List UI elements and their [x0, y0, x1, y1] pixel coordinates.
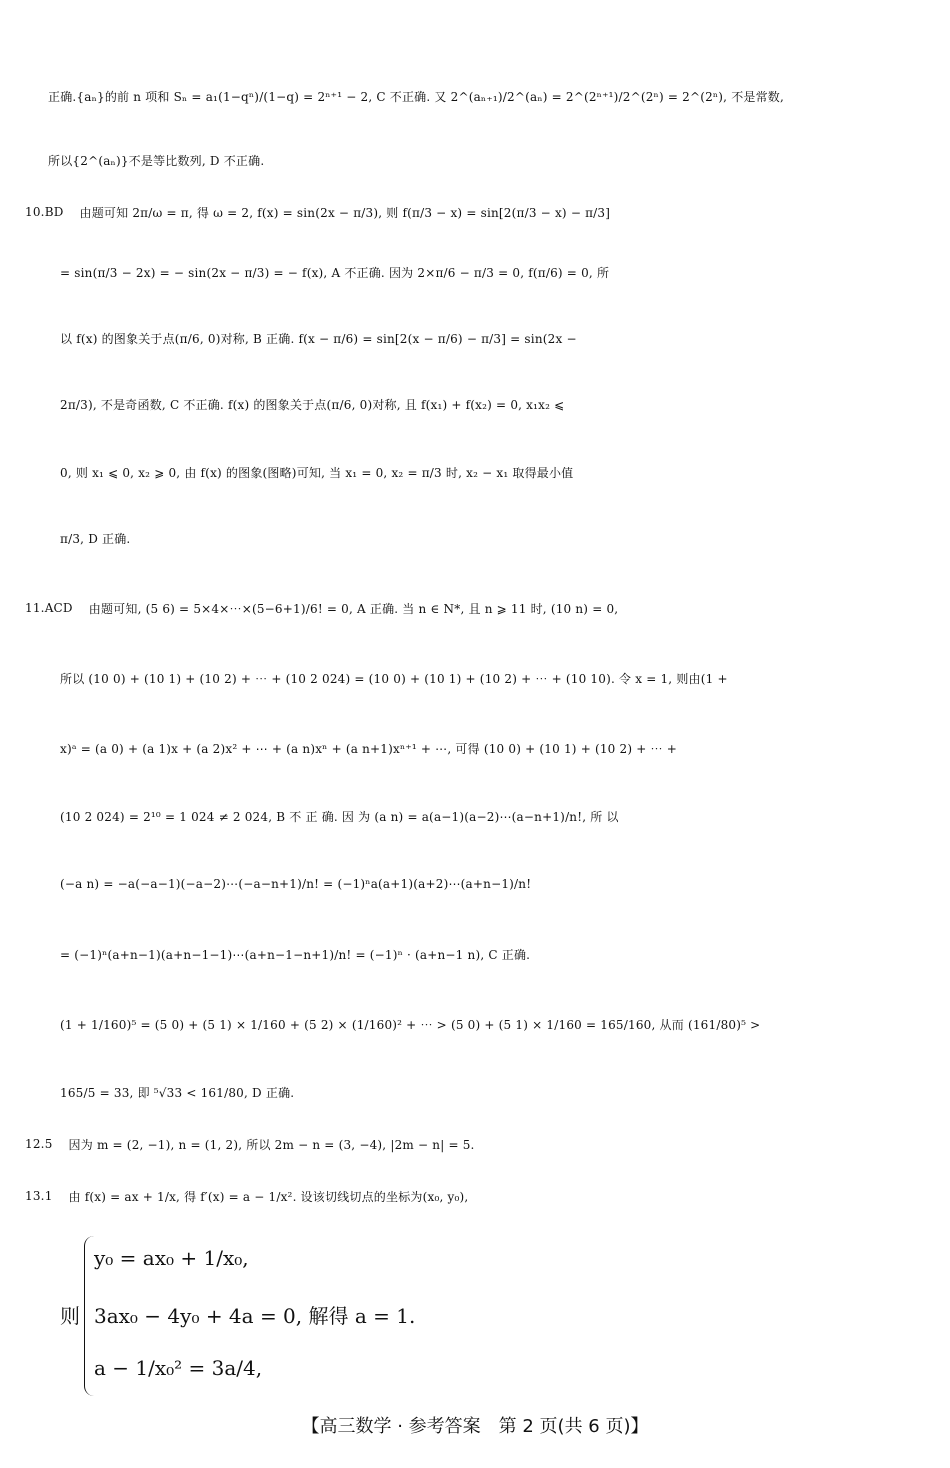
question-13-text-1: 由 f(x) = ax + 1/x, 得 f′(x) = a − 1/x². 设该切线切点的坐标为(x₀, y₀), [68, 1189, 469, 1204]
question-10-answer: BD [44, 205, 64, 219]
question-11-line-4: (10 2 024) = 2¹⁰ = 1 024 ≠ 2 024, B 不 正 确. 因 为 (a n) = a(a−1)(a−2)⋯(a−n+1)/n!, 所 以 [60, 809, 619, 824]
question-13-first-line [0, 1164, 950, 1228]
question-11-text-1: 由题可知, (5 6) = 5×4×⋯×(5−6+1)/6! = 0, A 正确. 当 n ∈ N*, 且 n ⩾ 11 时, (10 n) = 0, [88, 601, 619, 616]
page-footer: 【高三数学 · 参考答案 第 2 页(共 6 页)】 [301, 1416, 649, 1437]
question-10-line-4: 2π/3), 不是奇函数, C 不正确. f(x) 的图象关于点(π/6, 0)对称, 且 f(x₁) + f(x₂) = 0, x₁x₂ ⩽ [60, 397, 565, 412]
question-13-answer: 1 [44, 1189, 53, 1203]
question-11-answer: ACD [44, 601, 73, 615]
question-10-line-3: 以 f(x) 的图象关于点(π/6, 0)对称, B 正确. f(x − π/6) = sin[2(x − π/6) − π/3] = sin(2x − [60, 331, 577, 346]
question-10-text-1: 由题可知 2π/ω = π, 得 ω = 2, f(x) = sin(2x − π/3), 则 f(π/3 − x) = sin[2(π/3 − x) − π/3] [79, 205, 611, 220]
question-12-number: 12. [25, 1137, 45, 1151]
system-equation-3: a − 1/x₀² = 3a/4, [94, 1356, 263, 1380]
question-12-answer: 5 [44, 1137, 53, 1151]
question-10-line-2: = sin(π/3 − 2x) = − sin(2x − π/3) = − f(x), A 不正确. 因为 2×π/6 − π/3 = 0, f(π/6) = 0, 所 [60, 265, 610, 280]
question-13-number: 13. [25, 1189, 45, 1203]
text-line-1: 正确.{aₙ}的前 n 项和 Sₙ = a₁(1−qⁿ)/(1−q) = 2ⁿ⁺¹ − 2, C 不正确. 又 2^(aₙ₊₁)/2^(aₙ) = 2^(2ⁿ⁺¹)/2^(2ⁿ) = 2^(2ⁿ), 不是常数, [48, 89, 785, 104]
system-equation-2: 3ax₀ − 4y₀ + 4a = 0, 解得 a = 1. [94, 1304, 416, 1328]
question-11-line-7: (1 + 1/160)⁵ = (5 0) + (5 1) × 1/160 + (5 2) × (1/160)² + ⋯ > (5 0) + (5 1) × 1/160 = 165/160, 从而 (161/80)⁵ > [60, 1017, 761, 1032]
system-label: 则 [60, 1304, 80, 1328]
question-10-line-5: 0, 则 x₁ ⩽ 0, x₂ ⩾ 0, 由 f(x) 的图象(图略)可知, 当 x₁ = 0, x₂ = π/3 时, x₂ − x₁ 取得最小值 [60, 465, 574, 480]
equation-system [60, 1232, 760, 1400]
question-10-first-line [0, 180, 950, 244]
question-11-line-2: 所以 (10 0) + (10 1) + (10 2) + ⋯ + (10 2 024) = (10 0) + (10 1) + (10 2) + ⋯ + (10 10). 令 x = 1, 则由(1 + [60, 671, 728, 686]
question-10-line-6: π/3, D 正确. [60, 531, 131, 546]
question-11-line-3: x)ᵃ = (a 0) + (a 1)x + (a 2)x² + ⋯ + (a n)xⁿ + (a n+1)xⁿ⁺¹ + ⋯, 可得 (10 0) + (10 1) + (10 2) + ⋯ + [60, 741, 677, 756]
question-11-line-8: 165/5 = 33, 即 ⁵√33 < 161/80, D 正确. [60, 1085, 295, 1100]
question-12-text: 因为 m = (2, −1), n = (1, 2), 所以 2m − n = (3, −4), |2m − n| = 5. [68, 1137, 475, 1152]
question-11-number: 11. [25, 601, 45, 615]
question-11-line-5: (−a n) = −a(−a−1)(−a−2)⋯(−a−n+1)/n! = (−1)ⁿa(a+1)(a+2)⋯(a+n−1)/n! [60, 877, 532, 891]
question-10-number: 10. [25, 205, 45, 219]
question-11-first-line [0, 576, 950, 640]
question-11-line-6: = (−1)ⁿ(a+n−1)(a+n−1−1)⋯(a+n−1−n+1)/n! = (−1)ⁿ · (a+n−1 n), C 正确. [60, 947, 531, 962]
text-line-2: 所以{2^(aₙ)}不是等比数列, D 不正确. [48, 153, 265, 168]
system-equation-1: y₀ = ax₀ + 1/x₀, [94, 1246, 249, 1270]
